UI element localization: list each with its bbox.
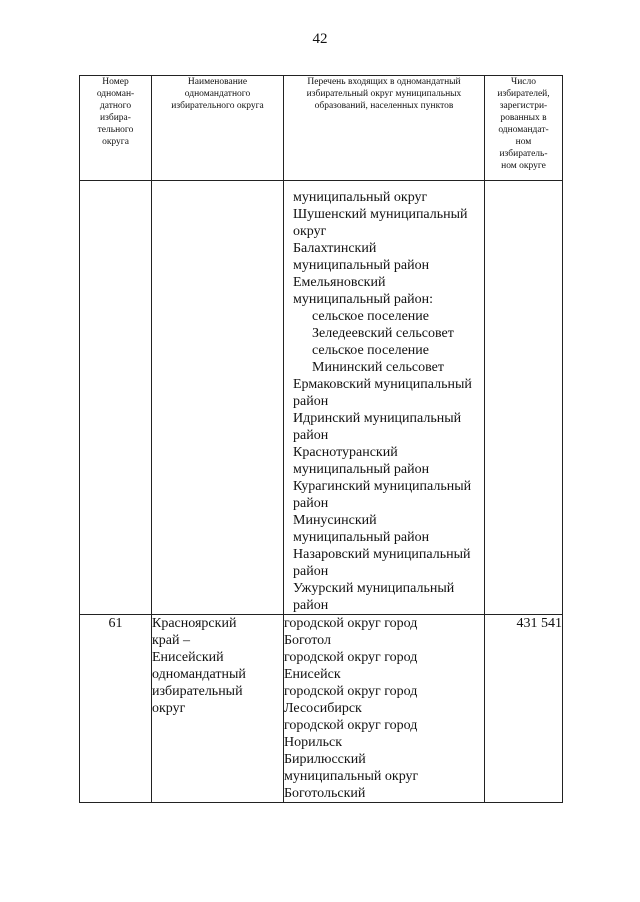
list-item: Минусинский	[293, 513, 377, 528]
header-line: Номер	[102, 77, 129, 87]
list-item: Шушенский муниципальный	[293, 207, 468, 222]
list-item: Лесосибирск	[284, 701, 362, 716]
header-line: рованных в	[500, 113, 547, 123]
list-item: Бирилюсский	[284, 752, 366, 767]
list-item: муниципальный район	[293, 258, 430, 273]
list-item: Мининский сельсовет	[312, 360, 444, 375]
header-line: избирательного округа	[171, 101, 264, 111]
list-item: Курагинский муниципальный	[293, 479, 472, 494]
electoral-districts-table	[79, 75, 563, 803]
list-item: городской округ город	[284, 684, 418, 699]
header-line: образований, населенных пунктов	[314, 101, 454, 111]
municipalities-list	[284, 181, 484, 614]
header-line: Число	[511, 77, 536, 87]
list-item: городской округ город	[284, 616, 418, 631]
list-item: муниципальный округ	[293, 190, 428, 205]
continuation-list-cell	[284, 181, 485, 615]
list-item: Норильск	[284, 735, 342, 750]
header-line: одномандат-	[498, 125, 549, 135]
header-line: ном	[515, 137, 532, 147]
header-district-name	[152, 76, 284, 181]
list-item: округ	[293, 224, 327, 239]
list-item: городской округ город	[284, 718, 418, 733]
header-line: избира-	[100, 113, 131, 123]
district-name-line: одномандатный	[152, 667, 246, 682]
list-item: Ужурский муниципальный	[293, 581, 455, 596]
district-municipalities-list	[284, 615, 485, 803]
list-item: Назаровский муниципальный	[293, 547, 471, 562]
list-item: Идринский муниципальный	[293, 411, 462, 426]
header-district-number	[80, 76, 152, 181]
header-line: одноман-	[96, 89, 135, 99]
list-item: Емельяновский	[293, 275, 386, 290]
list-item: городской округ город	[284, 650, 418, 665]
header-line: избирательный округ муниципальных	[306, 89, 462, 99]
continuation-name-cell	[152, 181, 284, 615]
district-name	[152, 615, 284, 803]
district-name-line: край –	[152, 633, 191, 648]
header-line: Наименование	[187, 77, 248, 87]
header-voter-count	[485, 76, 563, 181]
header-municipalities-list	[284, 76, 485, 181]
continuation-number-cell	[80, 181, 152, 615]
list-item: Краснотуранский	[293, 445, 398, 460]
header-line: одномандатного	[184, 89, 251, 99]
list-item: муниципальный район	[293, 462, 430, 477]
list-item: район	[293, 428, 329, 443]
list-item: Енисейск	[284, 667, 341, 682]
list-item: муниципальный район:	[293, 292, 434, 307]
header-line: ном округе	[501, 161, 546, 171]
district-voter-count: 431 541	[485, 615, 563, 803]
list-item: Ермаковский муниципальный	[293, 377, 472, 392]
list-item: Балахтинский	[293, 241, 377, 256]
list-item: Боготольский	[284, 786, 366, 801]
header-line: Перечень входящих в одномандатный	[307, 77, 461, 87]
list-item: район	[293, 598, 329, 613]
page-number: 42	[312, 31, 328, 47]
header-line: избиратель-	[499, 149, 548, 159]
table-header-row	[80, 76, 563, 181]
district-number: 61	[80, 615, 152, 803]
list-item: муниципальный округ	[284, 769, 419, 784]
district-name-line: Красноярский	[152, 616, 237, 631]
district-name-line: избирательный	[152, 684, 243, 699]
header-line: датного	[99, 101, 132, 111]
list-item: Зеледеевский сельсовет	[312, 326, 454, 341]
header-line: тельного	[97, 125, 134, 135]
table-row-district-61	[80, 615, 563, 803]
list-item: сельское поселение	[312, 309, 429, 324]
list-item: район	[293, 394, 329, 409]
list-item: муниципальный район	[293, 530, 430, 545]
list-item: район	[293, 564, 329, 579]
header-line: округа	[102, 137, 129, 147]
table-row-continuation	[80, 181, 563, 615]
list-item: Боготол	[284, 633, 331, 648]
header-line: зарегистри-	[499, 101, 548, 111]
header-line: избирателей,	[497, 89, 550, 99]
list-item: сельское поселение	[312, 343, 429, 358]
list-item: район	[293, 496, 329, 511]
continuation-count-cell	[485, 181, 563, 615]
district-name-line: Енисейский	[152, 650, 224, 665]
district-name-line: округ	[152, 701, 186, 716]
